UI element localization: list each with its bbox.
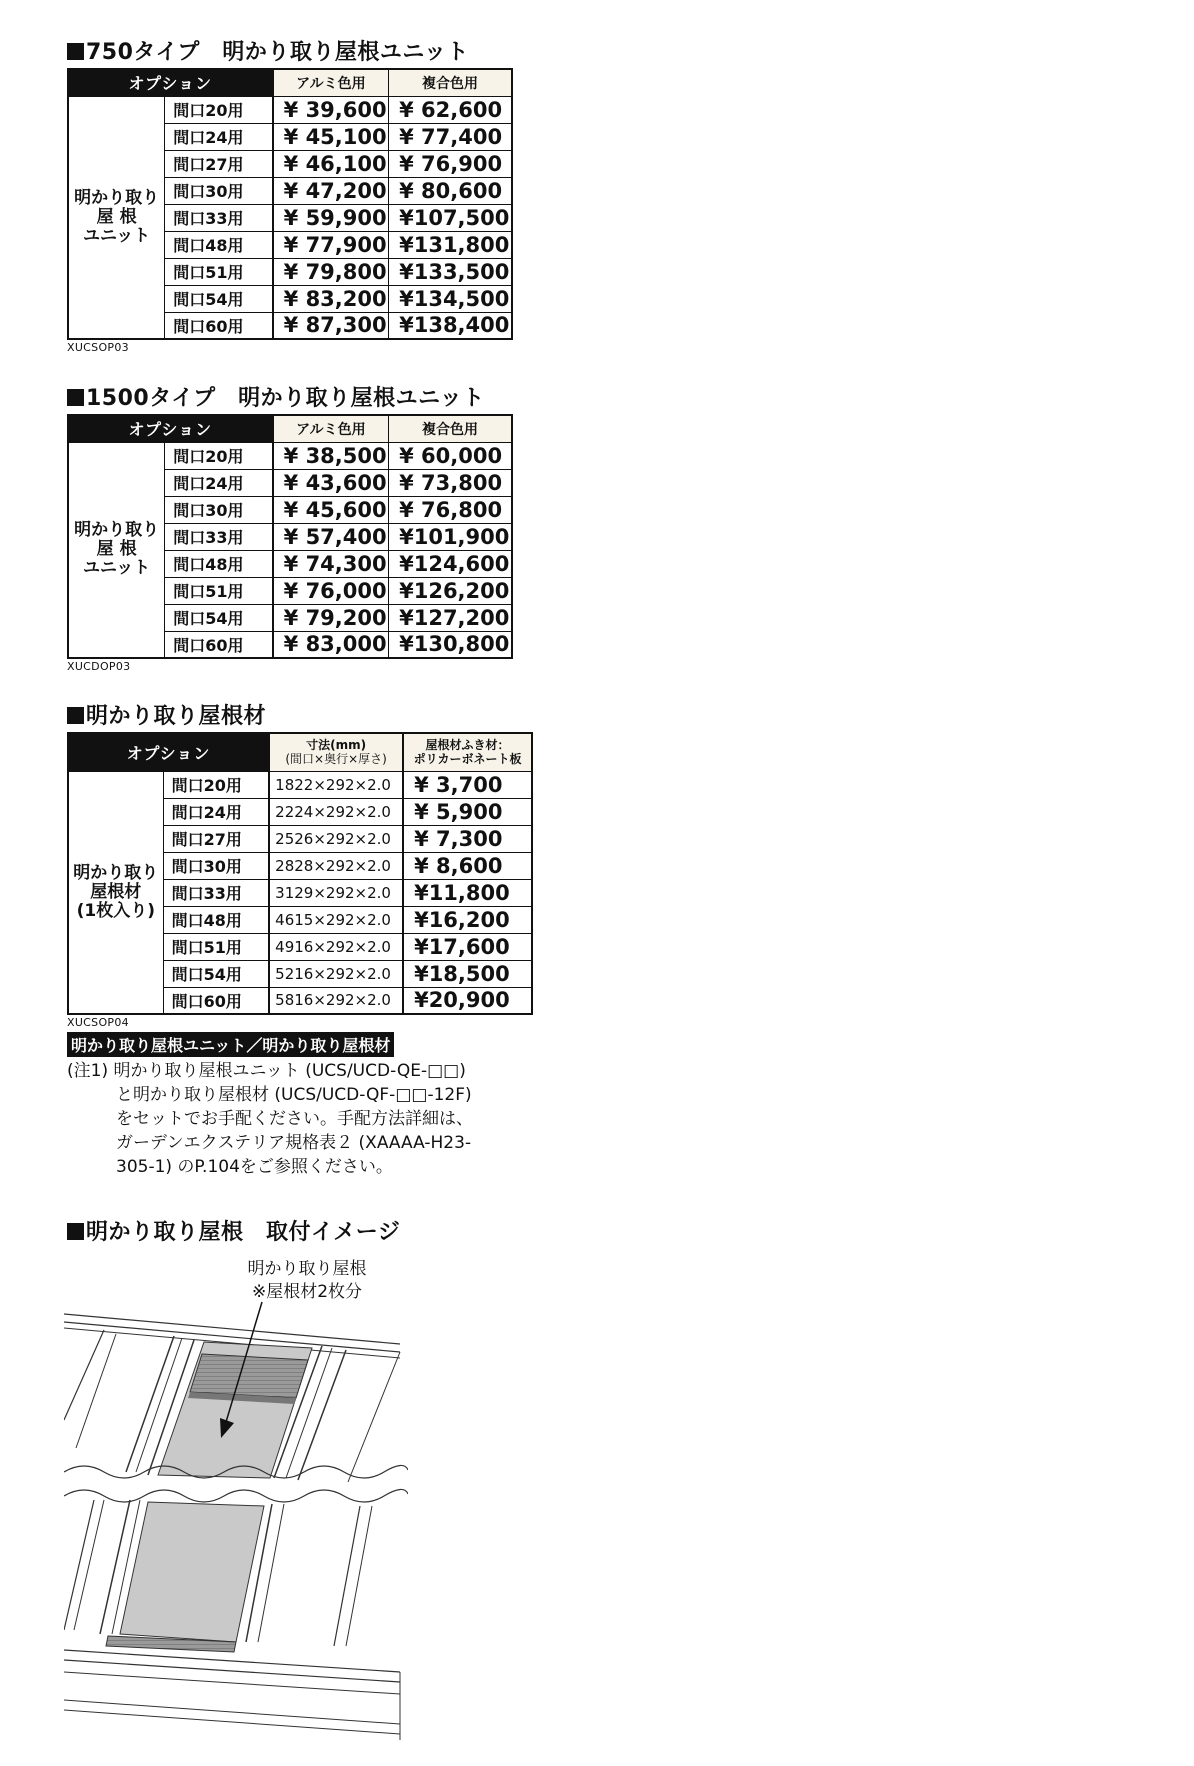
table-row (68, 96, 512, 123)
square-bullet-icon (67, 43, 84, 60)
header-price: 屋根材ふき材： ポリカーボネート板 (403, 733, 532, 771)
price-alumi: ¥ 83,000 (273, 631, 389, 658)
price-alumi: ¥ 45,600 (273, 496, 389, 523)
category-label: 明かり取り 屋 根 ユニット (68, 442, 165, 658)
price-alumi: ¥ 45,100 (273, 123, 389, 150)
size-cell: 間口30用 (165, 496, 273, 523)
dimension-cell: 4916×292×2.0 (269, 933, 403, 960)
size-cell: 間口20用 (163, 771, 269, 798)
size-cell: 間口27用 (163, 825, 269, 852)
price-fukugo: ¥101,900 (389, 523, 512, 550)
note-line: をセットでお手配ください。手配方法詳細は、 (116, 1109, 473, 1129)
price-fukugo: ¥131,800 (389, 231, 512, 258)
price-cell: ¥ 3,700 (403, 771, 532, 798)
price-fukugo: ¥ 76,900 (389, 150, 512, 177)
price-table-material (67, 732, 533, 1015)
price-fukugo: ¥124,600 (389, 550, 512, 577)
section-title: 1500タイプ 明かり取り屋根ユニット (67, 384, 513, 414)
price-cell: ¥ 7,300 (403, 825, 532, 852)
price-fukugo: ¥134,500 (389, 285, 512, 312)
size-cell: 間口27用 (165, 150, 273, 177)
size-cell: 間口54用 (165, 285, 273, 312)
square-bullet-icon (67, 1223, 84, 1240)
size-cell: 間口48用 (165, 231, 273, 258)
price-alumi: ¥ 43,600 (273, 469, 389, 496)
price-alumi: ¥ 38,500 (273, 442, 389, 469)
price-fukugo: ¥126,200 (389, 577, 512, 604)
price-fukugo: ¥127,200 (389, 604, 512, 631)
price-fukugo: ¥ 60,000 (389, 442, 512, 469)
roof-install-illustration (64, 1300, 408, 1742)
dimension-cell: 5216×292×2.0 (269, 960, 403, 987)
size-cell: 間口60用 (165, 631, 273, 658)
header-fukugo: 複合色用 (389, 69, 512, 96)
price-cell: ¥17,600 (403, 933, 532, 960)
size-cell: 間口60用 (163, 987, 269, 1014)
size-cell: 間口48用 (163, 906, 269, 933)
size-cell: 間口20用 (165, 442, 273, 469)
size-cell: 間口20用 (165, 96, 273, 123)
header-fukugo: 複合色用 (389, 415, 512, 442)
size-cell: 間口33用 (165, 523, 273, 550)
size-cell: 間口51用 (163, 933, 269, 960)
dimension-cell: 2828×292×2.0 (269, 852, 403, 879)
header-dimension: 寸法(mm) (間口×奥行×厚さ) (269, 733, 403, 771)
dimension-cell: 5816×292×2.0 (269, 987, 403, 1014)
table-row (68, 771, 532, 798)
header-option: オプション (68, 733, 269, 771)
section-install-image (67, 1218, 400, 1248)
size-cell: 間口48用 (165, 550, 273, 577)
product-code: XUCSOP03 (67, 341, 129, 354)
product-code: XUCDOP03 (67, 660, 131, 673)
price-fukugo: ¥ 77,400 (389, 123, 512, 150)
size-cell: 間口60用 (165, 312, 273, 339)
price-alumi: ¥ 79,800 (273, 258, 389, 285)
size-cell: 間口54用 (165, 604, 273, 631)
note-body (67, 1059, 533, 1179)
square-bullet-icon (67, 707, 84, 724)
price-alumi: ¥ 76,000 (273, 577, 389, 604)
section-title: 明かり取り屋根材 (67, 702, 533, 732)
size-cell: 間口24用 (165, 123, 273, 150)
price-alumi: ¥ 47,200 (273, 177, 389, 204)
square-bullet-icon (67, 389, 84, 406)
header-alumi: アルミ色用 (273, 415, 389, 442)
size-cell: 間口51用 (165, 577, 273, 604)
price-fukugo: ¥138,400 (389, 312, 512, 339)
price-fukugo: ¥133,500 (389, 258, 512, 285)
price-cell: ¥20,900 (403, 987, 532, 1014)
table-row (68, 442, 512, 469)
price-fukugo: ¥ 80,600 (389, 177, 512, 204)
price-table-750 (67, 68, 513, 340)
price-fukugo: ¥ 73,800 (389, 469, 512, 496)
header-option: オプション (68, 415, 273, 442)
price-cell: ¥11,800 (403, 879, 532, 906)
section-title: 明かり取り屋根 取付イメージ (67, 1218, 400, 1248)
header-option: オプション (68, 69, 273, 96)
size-cell: 間口24用 (165, 469, 273, 496)
section-1500-unit (67, 384, 513, 673)
section-750-unit (67, 38, 513, 354)
note-line: (注1) 明かり取り屋根ユニット (UCS/UCD-QE-□□) (67, 1061, 466, 1081)
image-caption: 明かり取り屋根 ※屋根材2枚分 (247, 1259, 367, 1302)
price-cell: ¥ 5,900 (403, 798, 532, 825)
price-alumi: ¥ 87,300 (273, 312, 389, 339)
price-fukugo: ¥130,800 (389, 631, 512, 658)
size-cell: 間口54用 (163, 960, 269, 987)
price-table-1500 (67, 414, 513, 659)
price-cell: ¥18,500 (403, 960, 532, 987)
note-line: 305-1) のP.104をご参照ください。 (116, 1157, 393, 1177)
size-cell: 間口51用 (165, 258, 273, 285)
price-alumi: ¥ 83,200 (273, 285, 389, 312)
size-cell: 間口24用 (163, 798, 269, 825)
price-fukugo: ¥ 62,600 (389, 96, 512, 123)
note-line: と明かり取り屋根材 (UCS/UCD-QF-□□-12F) (116, 1085, 472, 1105)
dimension-cell: 4615×292×2.0 (269, 906, 403, 933)
size-cell: 間口33用 (165, 204, 273, 231)
dimension-cell: 2224×292×2.0 (269, 798, 403, 825)
note-heading: 明かり取り屋根ユニット／明かり取り屋根材 (67, 1032, 394, 1057)
price-cell: ¥ 8,600 (403, 852, 532, 879)
section-material (67, 702, 533, 1179)
price-alumi: ¥ 39,600 (273, 96, 389, 123)
size-cell: 間口30用 (163, 852, 269, 879)
size-cell: 間口30用 (165, 177, 273, 204)
price-fukugo: ¥107,500 (389, 204, 512, 231)
category-label: 明かり取り 屋根材 (1枚入り) (68, 771, 163, 1014)
price-alumi: ¥ 57,400 (273, 523, 389, 550)
dimension-cell: 3129×292×2.0 (269, 879, 403, 906)
dimension-cell: 1822×292×2.0 (269, 771, 403, 798)
price-alumi: ¥ 59,900 (273, 204, 389, 231)
header-alumi: アルミ色用 (273, 69, 389, 96)
price-alumi: ¥ 79,200 (273, 604, 389, 631)
price-cell: ¥16,200 (403, 906, 532, 933)
size-cell: 間口33用 (163, 879, 269, 906)
price-alumi: ¥ 74,300 (273, 550, 389, 577)
price-alumi: ¥ 77,900 (273, 231, 389, 258)
price-alumi: ¥ 46,100 (273, 150, 389, 177)
category-label: 明かり取り 屋 根 ユニット (68, 96, 165, 339)
dimension-cell: 2526×292×2.0 (269, 825, 403, 852)
product-code: XUCSOP04 (67, 1016, 129, 1029)
price-fukugo: ¥ 76,800 (389, 496, 512, 523)
section-title: 750タイプ 明かり取り屋根ユニット (67, 38, 513, 68)
note-line: ガーデンエクステリア規格表２ (XAAAA-H23- (116, 1133, 472, 1153)
